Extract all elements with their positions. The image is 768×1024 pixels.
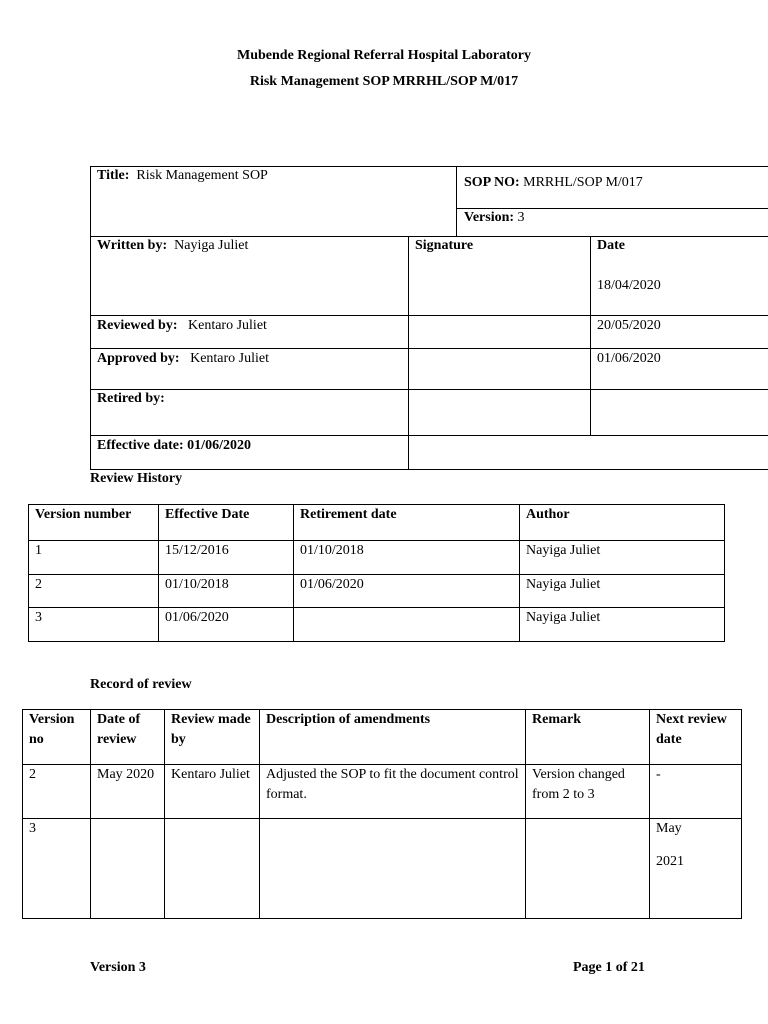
reviewed-date: 20/05/2020 bbox=[597, 318, 661, 333]
next-review-cell bbox=[650, 819, 742, 919]
reviewed-by-label: Reviewed by: bbox=[97, 318, 178, 333]
column-header: Description of amendments bbox=[260, 710, 526, 765]
approved-by-label: Approved by: bbox=[97, 351, 180, 366]
table-cell: Version changed from 2 to 3 bbox=[526, 765, 650, 819]
review-history-heading: Review History bbox=[90, 471, 183, 486]
table-cell: Nayiga Juliet bbox=[520, 608, 725, 642]
table-cell: Nayiga Juliet bbox=[520, 575, 725, 608]
table-cell: 2 bbox=[23, 765, 91, 819]
table-row bbox=[29, 541, 725, 575]
record-of-review-table bbox=[22, 709, 742, 919]
title-label: Title: bbox=[97, 168, 130, 183]
document-header-line1: Mubende Regional Referral Hospital Laboratory bbox=[237, 48, 531, 63]
table-header-row bbox=[29, 505, 725, 541]
next-review-month: May bbox=[656, 821, 682, 836]
date-header: Date bbox=[597, 238, 625, 253]
sop-number-cell bbox=[464, 173, 643, 193]
version-cell bbox=[464, 208, 525, 228]
reviewed-by-cell bbox=[97, 316, 267, 336]
table-cell: 3 bbox=[29, 608, 159, 642]
column-header: Review made by bbox=[165, 710, 260, 765]
table-cell bbox=[294, 608, 520, 642]
column-header: Author bbox=[520, 505, 725, 541]
signature-header: Signature bbox=[415, 238, 474, 253]
table-row bbox=[23, 765, 742, 819]
written-by-cell bbox=[97, 236, 248, 256]
table-cell: 01/06/2020 bbox=[294, 575, 520, 608]
table-cell: May 2020 bbox=[91, 765, 165, 819]
table-row bbox=[23, 819, 742, 919]
approved-by-cell bbox=[97, 349, 269, 369]
table-cell bbox=[91, 819, 165, 919]
column-header: Version no bbox=[23, 710, 91, 765]
table-header-row bbox=[23, 710, 742, 765]
table-cell: 1 bbox=[29, 541, 159, 575]
written-date: 18/04/2020 bbox=[597, 278, 661, 293]
table-cell: Kentaro Juliet bbox=[165, 765, 260, 819]
approved-date: 01/06/2020 bbox=[597, 351, 661, 366]
column-header: Next review date bbox=[650, 710, 742, 765]
column-header: Date of review bbox=[91, 710, 165, 765]
table-cell bbox=[165, 819, 260, 919]
approved-by-value: Kentaro Juliet bbox=[190, 351, 270, 366]
table-cell bbox=[260, 819, 526, 919]
column-header: Version number bbox=[29, 505, 159, 541]
version-label: Version: bbox=[464, 210, 515, 225]
next-review-year: 2021 bbox=[656, 854, 684, 869]
table-cell: 01/10/2018 bbox=[294, 541, 520, 575]
sop-number-value: MRRHL/SOP M/017 bbox=[523, 175, 643, 190]
footer-version: Version 3 bbox=[90, 960, 146, 975]
table-cell: Adjusted the SOP to fit the document control format. bbox=[260, 765, 526, 819]
table-cell: 3 bbox=[23, 819, 91, 919]
title-cell bbox=[97, 166, 268, 186]
written-by-label: Written by: bbox=[97, 238, 168, 253]
written-by-value: Nayiga Juliet bbox=[174, 238, 249, 253]
column-header: Effective Date bbox=[159, 505, 294, 541]
table-cell: 2 bbox=[29, 575, 159, 608]
footer-page-number: Page 1 of 21 bbox=[573, 960, 645, 975]
title-value: Risk Management SOP bbox=[136, 168, 268, 183]
table-row bbox=[29, 575, 725, 608]
table-cell bbox=[526, 819, 650, 919]
sop-number-label: SOP NO: bbox=[464, 175, 520, 190]
table-row bbox=[29, 608, 725, 642]
column-header: Remark bbox=[526, 710, 650, 765]
table-cell: 01/10/2018 bbox=[159, 575, 294, 608]
record-of-review-heading: Record of review bbox=[90, 677, 192, 692]
retired-by-label: Retired by: bbox=[97, 391, 165, 406]
reviewed-by-value: Kentaro Juliet bbox=[188, 318, 267, 333]
effective-date-label: Effective date: 01/06/2020 bbox=[97, 438, 251, 453]
table-cell: 15/12/2016 bbox=[159, 541, 294, 575]
table-cell: Nayiga Juliet bbox=[520, 541, 725, 575]
version-value: 3 bbox=[517, 210, 525, 225]
column-header: Retirement date bbox=[294, 505, 520, 541]
table-cell: 01/06/2020 bbox=[159, 608, 294, 642]
document-header-line2: Risk Management SOP MRRHL/SOP M/017 bbox=[249, 74, 519, 89]
review-history-table bbox=[28, 504, 725, 642]
table-cell: - bbox=[650, 765, 742, 819]
